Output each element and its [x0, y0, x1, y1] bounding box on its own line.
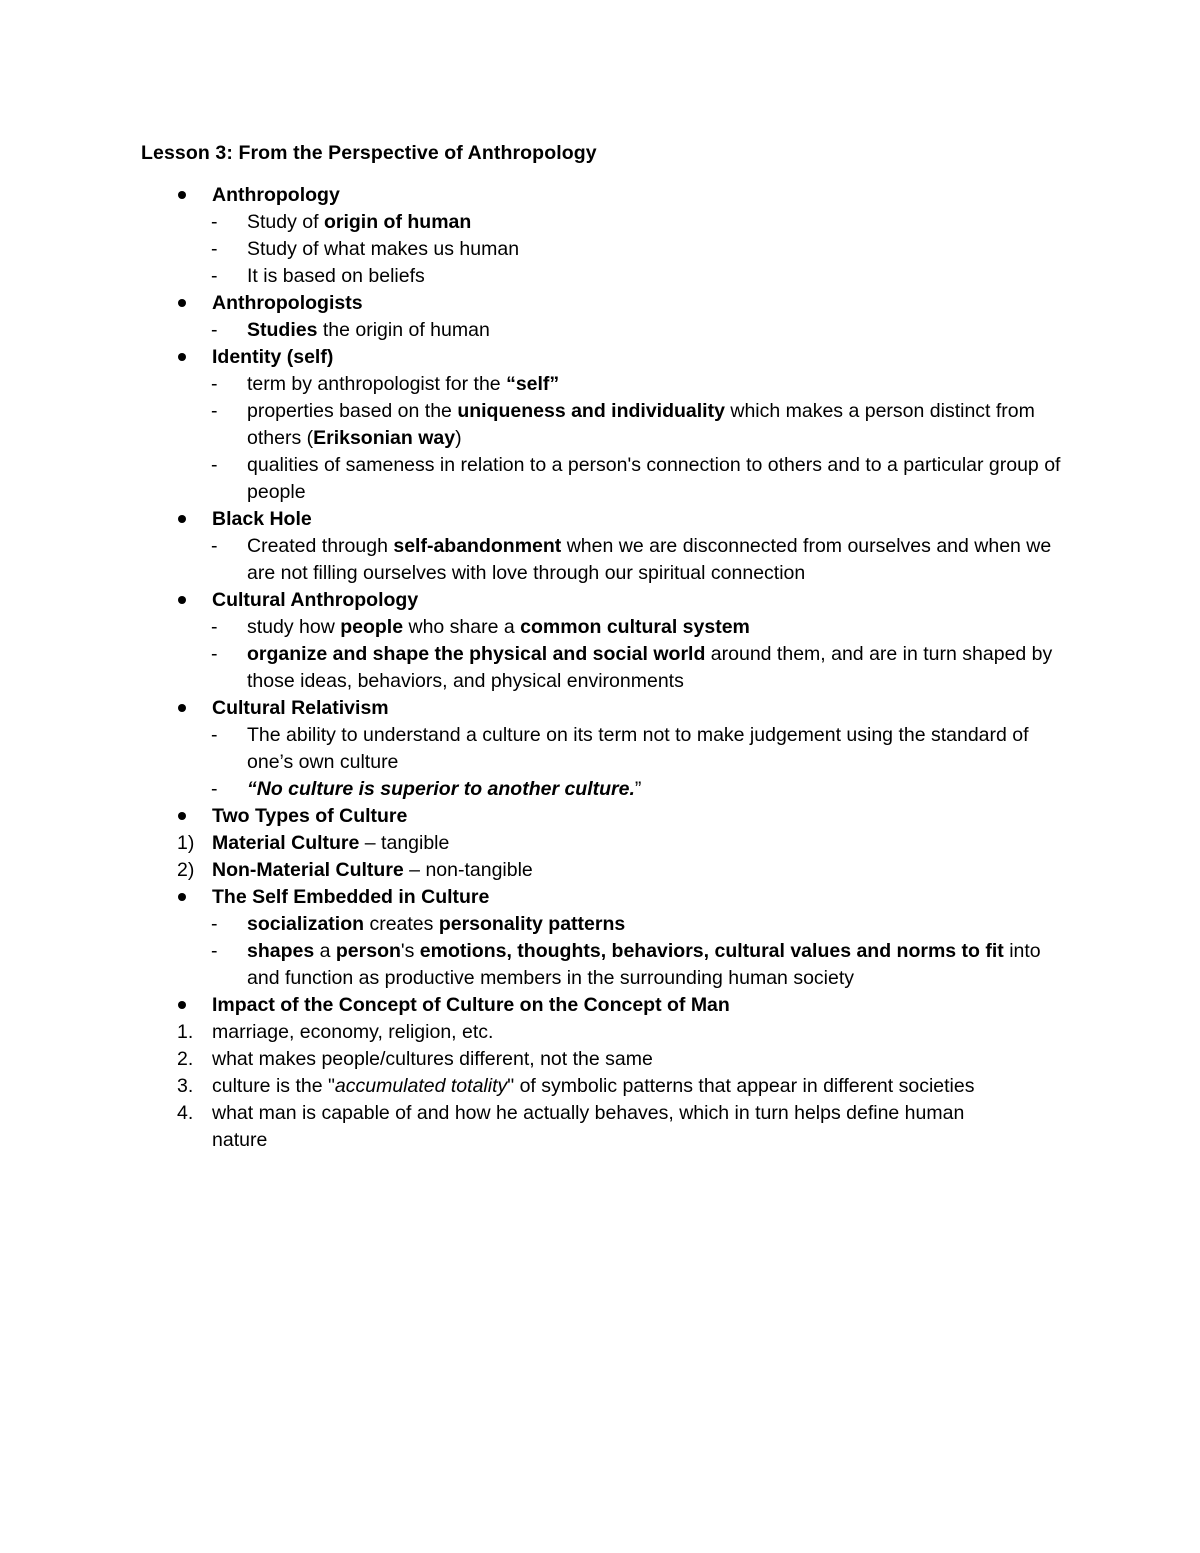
bullet-heading: Anthropology [141, 182, 1081, 209]
list-item: - Study of origin of human [141, 209, 1081, 236]
section-anthropologists [141, 290, 1081, 344]
bullet-icon [178, 191, 186, 199]
number-marker: 2. [177, 1048, 194, 1070]
number-marker: 1) [177, 832, 195, 854]
section-self-embedded [141, 884, 1081, 992]
bullet-heading: Cultural Relativism [141, 695, 1081, 722]
bullet-heading: Anthropologists [141, 290, 1081, 317]
number-marker: 4. [177, 1102, 194, 1124]
dash-marker: - [211, 778, 218, 800]
number-marker: 3. [177, 1075, 194, 1097]
list-item: - Created through self-abandonment when we are disconnected from ourselves and when we are not filling ourselves with love through our spiritual connection [211, 535, 1052, 584]
section-cultural-relativism [141, 695, 1081, 803]
dash-marker: - [211, 535, 218, 557]
bullet-icon [178, 893, 186, 901]
section-two-types [141, 803, 1081, 884]
bullet-icon [178, 299, 186, 307]
list-item: - properties based on the uniqueness and individuality which makes a person distinct from others (Eriksonian way) [211, 400, 1035, 449]
dash-marker: - [211, 940, 218, 962]
bullet-icon [178, 812, 186, 820]
dash-marker: - [211, 616, 218, 638]
list-item: - shapes a person's emotions, thoughts, behaviors, cultural values and norms to fit into and function as productive members in the surrounding human society [211, 940, 1041, 989]
list-item: 4. what man is capable of and how he actually behaves, which in turn helps define human nature [177, 1102, 965, 1151]
bullet-heading: Cultural Anthropology [141, 587, 1081, 614]
section-black-hole [141, 506, 1081, 587]
dash-marker: - [211, 373, 218, 395]
document-body [141, 140, 1081, 1154]
bullet-icon [178, 704, 186, 712]
section-cultural-anthropology [141, 587, 1081, 695]
list-item: - Studies the origin of human [141, 317, 1081, 344]
bullet-heading: Identity (self) [141, 344, 1081, 371]
bullet-icon [178, 596, 186, 604]
section-identity [141, 344, 1081, 506]
bullet-heading: The Self Embedded in Culture [141, 884, 1081, 911]
list-item: 1. marriage, economy, religion, etc. [141, 1019, 1081, 1046]
bullet-icon [178, 1001, 186, 1009]
list-item: 2. what makes people/cultures different, not the same [141, 1046, 1081, 1073]
dash-marker: - [211, 238, 218, 260]
bullet-heading: Two Types of Culture [141, 803, 1081, 830]
dash-marker: - [211, 724, 218, 746]
dash-marker: - [211, 643, 218, 665]
dash-marker: - [211, 265, 218, 287]
bullet-icon [178, 515, 186, 523]
list-item: - “No culture is superior to another culture.” [141, 776, 1081, 803]
list-item: - qualities of sameness in relation to a person's connection to others and to a particular group of people [211, 454, 1061, 503]
list-item: - The ability to understand a culture on its term not to make judgement using the standard of one’s own culture [211, 724, 1029, 773]
list-item: 2) Non-Material Culture – non-tangible [141, 857, 1081, 884]
list-item: - It is based on beliefs [141, 263, 1081, 290]
list-item: - socialization creates personality patterns [141, 911, 1081, 938]
list-item: 1) Material Culture – tangible [141, 830, 1081, 857]
bullet-heading: Black Hole [141, 506, 1081, 533]
dash-marker: - [211, 211, 218, 233]
number-marker: 1. [177, 1021, 194, 1043]
list-item: - study how people who share a common cultural system [141, 614, 1081, 641]
bullet-icon [178, 353, 186, 361]
bullet-heading: Impact of the Concept of Culture on the Concept of Man [141, 992, 1081, 1019]
list-item: - Study of what makes us human [141, 236, 1081, 263]
page-title: Lesson 3: From the Perspective of Anthropology [141, 142, 597, 164]
dash-marker: - [211, 454, 218, 476]
dash-marker: - [211, 400, 218, 422]
dash-marker: - [211, 319, 218, 341]
list-item: - term by anthropologist for the “self” [141, 371, 1081, 398]
section-anthropology [141, 182, 1081, 290]
dash-marker: - [211, 913, 218, 935]
section-impact [141, 992, 1081, 1154]
list-item: - organize and shape the physical and social world around them, and are in turn shaped by those ideas, behaviors, and physical environments [211, 643, 1053, 692]
number-marker: 2) [177, 859, 195, 881]
list-item: 3. culture is the "accumulated totality" of symbolic patterns that appear in different societies [141, 1073, 1081, 1100]
